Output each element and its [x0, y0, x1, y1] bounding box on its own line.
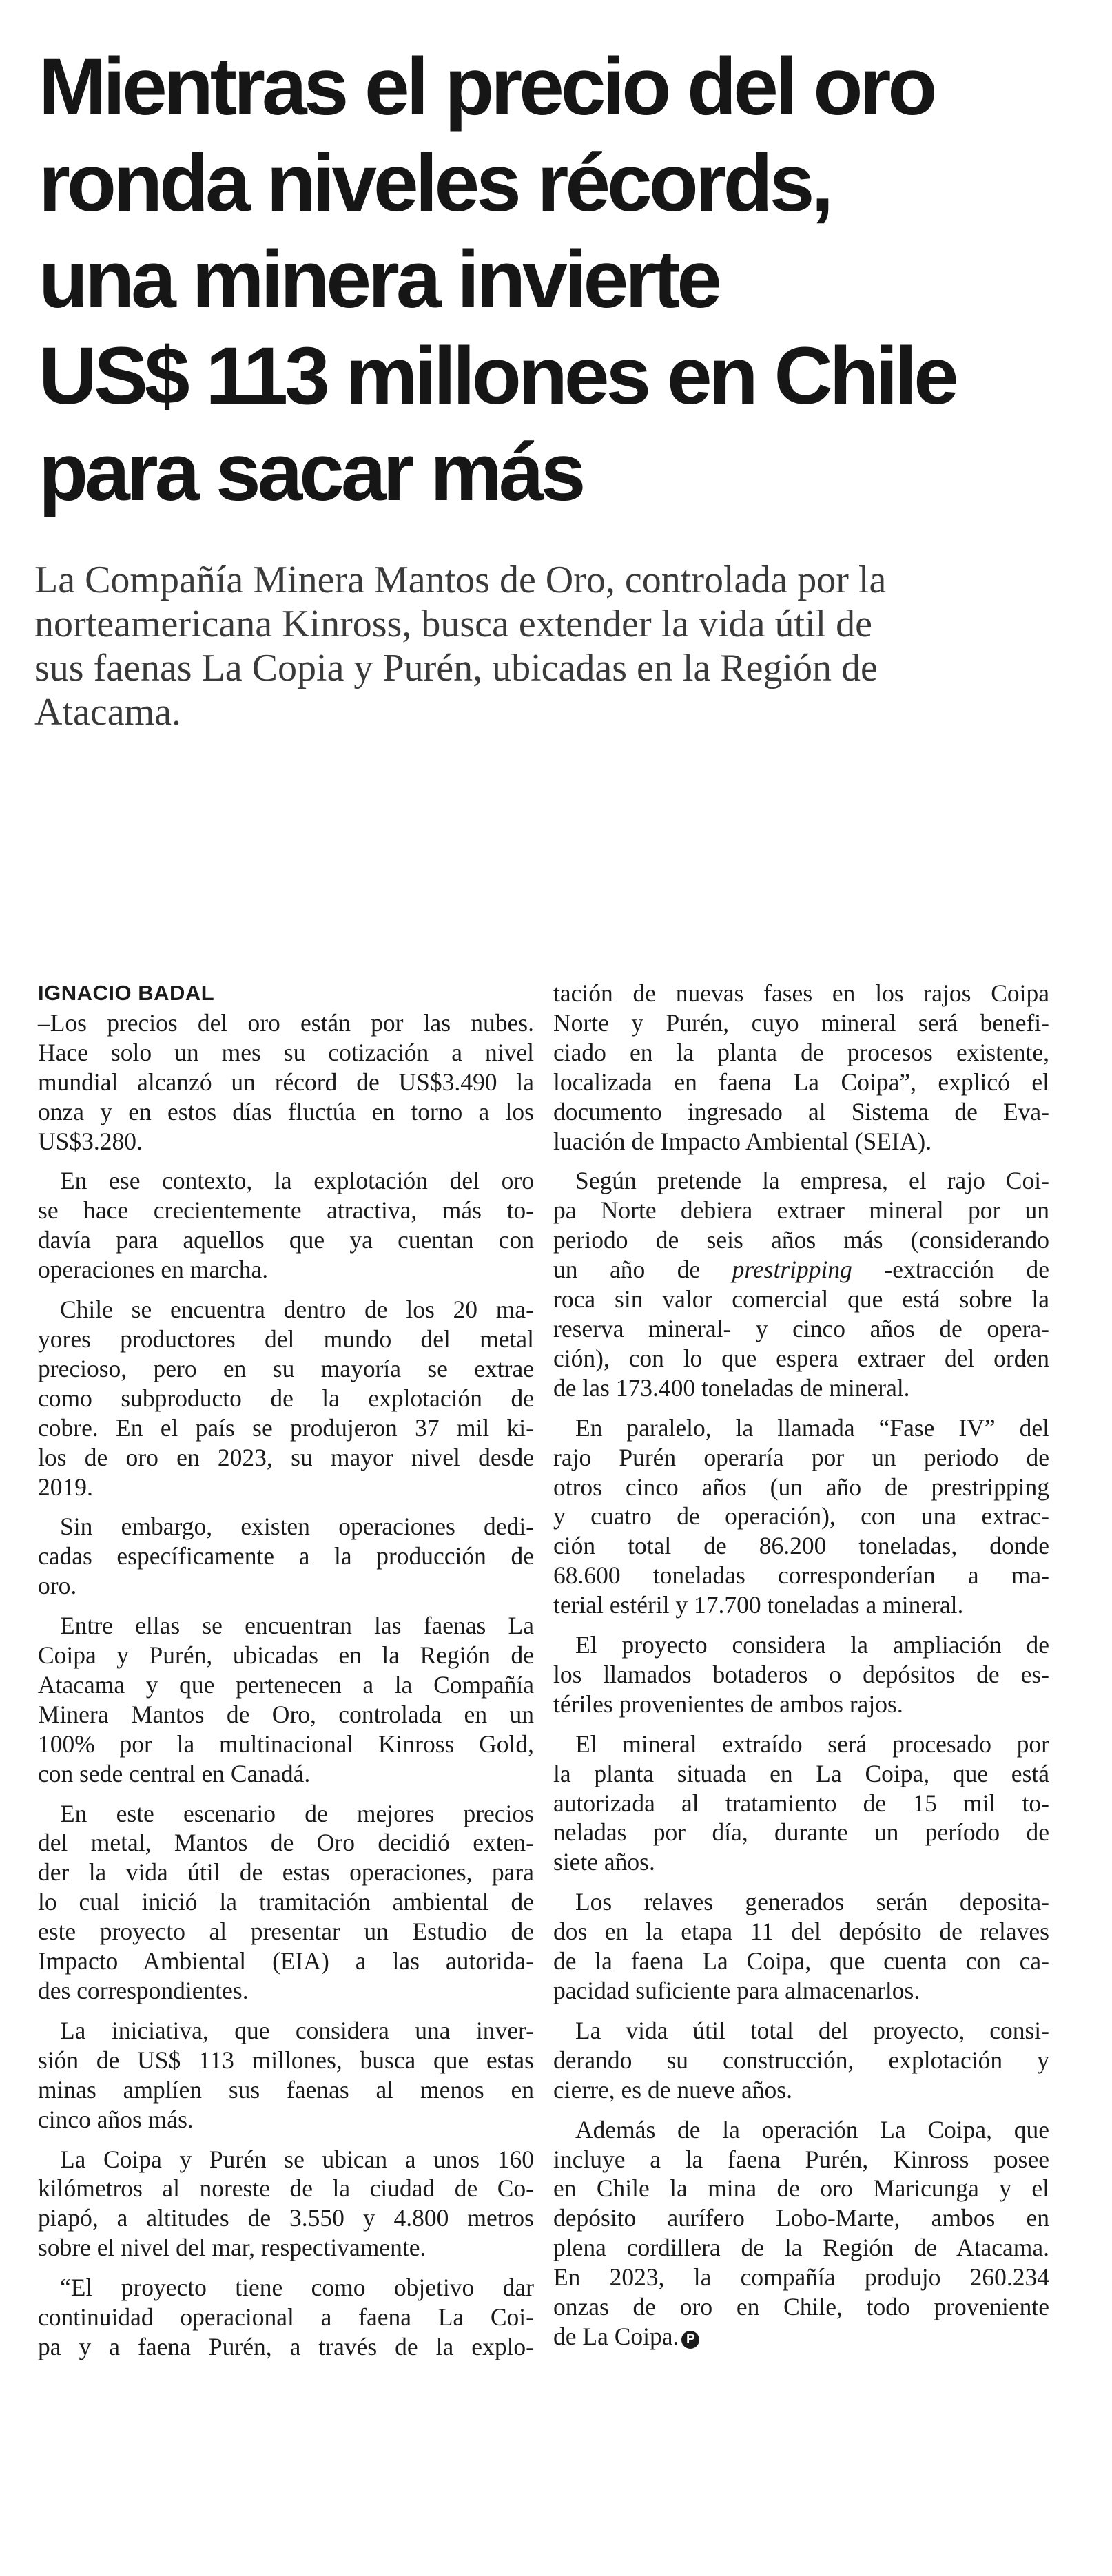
headline-line: ronda niveles récords, [39, 138, 831, 229]
text-line: En ese contexto, la explotación del oro [60, 1167, 534, 1195]
text-line: pa y a faena Purén, a través de la explo- [38, 2332, 534, 2360]
text-line: La vida útil total del proyecto, consi- [575, 2016, 1049, 2044]
text-line: –Los precios del oro están por las nubes. [38, 1008, 534, 1037]
lead-line: La Compañía Minera Mantos de Oro, controlada por la [34, 559, 887, 601]
text-line: “El proyecto tiene como objetivo dar [60, 2274, 534, 2302]
end-of-article-icon: P [681, 2331, 699, 2349]
text-line: En 2023, la compañía produjo 260.234 [553, 2263, 1049, 2292]
text-line: oro. [38, 1572, 77, 1600]
text-line: continuidad operacional a faena La Coi- [38, 2303, 534, 2331]
text-line: pacidad suficiente para almacenarlos. [553, 1977, 920, 2004]
headline-line: US$ 113 millones en Chile [39, 331, 956, 422]
text-line: onzas de oro en Chile, todo proveniente [553, 2293, 1049, 2321]
headline-line: Mientras el precio del oro [39, 41, 934, 132]
text-line: piapó, a altitudes de 3.550 y 4.800 metros [38, 2204, 534, 2232]
text-line: minas amplíen sus faenas al menos en [38, 2075, 534, 2104]
body-paragraph [553, 1630, 1049, 1719]
text-line: Minera Mantos de Oro, controlada en un [38, 1700, 534, 1728]
text-line: la planta situada en La Coipa, que está [553, 1759, 1049, 1787]
text-line: reserva mineral- y cinco años de opera- [553, 1314, 1049, 1342]
text-line: pa Norte debiera extraer mineral por un [553, 1196, 1049, 1225]
text-line: US$3.280. [38, 1127, 143, 1155]
body-paragraph [553, 1730, 1049, 1878]
text-run: -extracción de [852, 1256, 1049, 1284]
body-paragraph [38, 1799, 534, 2006]
text-line: terial estéril y 17.700 toneladas a mineral. [553, 1591, 964, 1619]
text-line: 2019. [38, 1473, 93, 1501]
text-line: cobre. En el país se produjeron 37 mil ki- [38, 1413, 534, 1442]
text-line: La iniciativa, que considera una inver- [60, 2016, 534, 2044]
body-paragraph [38, 1512, 534, 1601]
text-line: sobre el nivel del mar, respectivamente. [38, 2234, 426, 2262]
text-line: Además de la operación La Coipa, que [575, 2115, 1049, 2143]
text-line: operaciones en marcha. [38, 1256, 269, 1284]
text-line: El proyecto considera la ampliación de [575, 1631, 1049, 1659]
body-paragraph [553, 979, 1049, 1156]
text-run: un año de [553, 1256, 732, 1284]
text-line: En este escenario de mejores precios [60, 1799, 534, 1827]
text-line: cierre, es de nueve años. [553, 2075, 792, 2104]
text-line: con sede central en Canadá. [38, 1759, 311, 1787]
text-run: de La Coipa. [553, 2322, 679, 2350]
headline-line: para sacar más [39, 427, 583, 518]
text-line: Sin embargo, existen operaciones dedi- [60, 1513, 534, 1541]
text-line: ción), con lo que espera extraer del orden [553, 1344, 1049, 1372]
text-line: davía para aquellos que ya cuentan con [38, 1226, 534, 1254]
text-line: onza y en estos días fluctúa en torno a los [38, 1097, 534, 1125]
text-line [553, 1255, 1049, 1285]
text-line: y cuatro de operación), con una extrac- [553, 1502, 1049, 1530]
body-paragraph [553, 1166, 1049, 1402]
text-line: mundial alcanzó un récord de US$3.490 la [38, 1068, 534, 1096]
text-line: neladas por día, durante un período de [553, 1818, 1049, 1847]
lead-line: norteamericana Kinross, busca extender la vida útil de [34, 603, 872, 645]
text-line: Norte y Purén, cuyo mineral será benefi- [553, 1008, 1049, 1037]
text-line: Atacama y que pertenecen a la Compañía [38, 1670, 534, 1699]
text-line: ciado en la planta de procesos existente, [553, 1038, 1049, 1066]
text-line: ción total de 86.200 toneladas, donde [553, 1532, 1049, 1560]
text-line: En paralelo, la llamada “Fase IV” del [575, 1413, 1049, 1442]
text-line: otros cinco años (un año de prestripping [553, 1473, 1049, 1501]
body-paragraph [38, 1008, 534, 1156]
text-line: kilómetros al noreste de la ciudad de Co- [38, 2174, 534, 2203]
text-line: siete años. [553, 1848, 655, 1876]
text-line: 68.600 toneladas corresponderían a ma- [553, 1561, 1049, 1590]
text-line: lo cual inició la tramitación ambiental de [38, 1888, 534, 1916]
lead-line: Atacama. [34, 691, 181, 734]
text-line: Chile se encuentra dentro de los 20 ma- [60, 1296, 534, 1324]
text-line: sión de US$ 113 millones, busca que estas [38, 2046, 534, 2074]
text-line: periodo de seis años más (considerando [553, 1226, 1049, 1254]
text-line: este proyecto al presentar un Estudio de [38, 1918, 534, 1946]
text-line: Coipa y Purén, ubicadas en la Región de [38, 1641, 534, 1670]
body-paragraph [553, 2115, 1049, 2351]
text-line: Hace solo un mes su cotización a nivel [38, 1038, 534, 1066]
text-line: La Coipa y Purén se ubican a unos 160 [60, 2145, 534, 2173]
text-line: rajo Purén operaría por un periodo de [553, 1443, 1049, 1471]
body-paragraph [38, 2145, 534, 2263]
headline-line: una minera invierte [39, 234, 719, 325]
body-column-left [38, 979, 534, 2372]
body-paragraph [38, 2016, 534, 2134]
text-line: en Chile la mina de oro Maricunga y el [553, 2174, 1049, 2203]
text-line: de las 173.400 toneladas de mineral. [553, 1373, 910, 1402]
body-column-right [553, 979, 1049, 2362]
body-paragraph [553, 1887, 1049, 2006]
body-paragraph [38, 1166, 534, 1285]
text-line: cadas específicamente a la producción de [38, 1542, 534, 1570]
text-line: documento ingresado al Sistema de Eva- [553, 1097, 1049, 1125]
text-line: Los relaves generados serán deposita- [575, 1888, 1049, 1916]
body-paragraph [553, 1413, 1049, 1620]
text-line: El mineral extraído será procesado por [575, 1730, 1049, 1758]
text-line: incluye a la faena Purén, Kinross posee [553, 2145, 1049, 2173]
headline [39, 39, 1086, 521]
text-line: del metal, Mantos de Oro decidió exten- [38, 1829, 534, 1857]
text-line: Según pretende la empresa, el rajo Coi- [575, 1167, 1049, 1195]
text-line: des correspondientes. [38, 1977, 249, 2004]
text-line: yores productores del mundo del metal [38, 1325, 534, 1353]
text-line: dos en la etapa 11 del depósito de relaves [553, 1918, 1049, 1946]
text-line: se hace crecientemente atractiva, más to- [38, 1196, 534, 1225]
text-line: 100% por la multinacional Kinross Gold, [38, 1730, 534, 1758]
body-paragraph [38, 1295, 534, 1502]
text-line: roca sin valor comercial que está sobre la [553, 1285, 1049, 1313]
text-line: los llamados botaderos o depósitos de es- [553, 1660, 1049, 1688]
text-line: autorizada al tratamiento de 15 mil to- [553, 1789, 1049, 1817]
body-paragraph [38, 1611, 534, 1788]
text-line: de la faena La Coipa, que cuenta con ca- [553, 1947, 1049, 1975]
text-line: Impacto Ambiental (EIA) a las autorida- [38, 1947, 534, 1975]
text-line: tación de nuevas fases en los rajos Coipa [553, 979, 1049, 1007]
text-line: derando su construcción, explotación y [553, 2046, 1049, 2074]
text-line: luación de Impacto Ambiental (SEIA). [553, 1127, 932, 1155]
body-paragraph [553, 2016, 1049, 2105]
lead-line: sus faenas La Copia y Purén, ubicadas en la Región de [34, 647, 878, 689]
text-line: Entre ellas se encuentran las faenas La [60, 1612, 534, 1640]
text-line: los de oro en 2023, su mayor nivel desde [38, 1443, 534, 1471]
text-line: como subproducto de la explotación de [38, 1384, 534, 1412]
body-paragraph [38, 2273, 534, 2362]
italic-term: prestripping [732, 1256, 852, 1284]
text-line: cinco años más. [38, 2105, 194, 2133]
text-line: depósito aurífero Lobo-Marte, ambos en [553, 2204, 1049, 2232]
lead-paragraph [34, 558, 1082, 734]
text-line: tériles provenientes de ambos rajos. [553, 1690, 903, 1718]
byline: IGNACIO BADAL [38, 981, 215, 1005]
text-line [553, 2322, 1049, 2351]
text-line: localizada en faena La Coipa”, explicó el [553, 1068, 1049, 1096]
text-line: precioso, pero en su mayoría se extrae [38, 1354, 534, 1382]
text-line: der la vida útil de estas operaciones, para [38, 1858, 534, 1887]
text-line: plena cordillera de la Región de Atacama. [553, 2234, 1049, 2262]
